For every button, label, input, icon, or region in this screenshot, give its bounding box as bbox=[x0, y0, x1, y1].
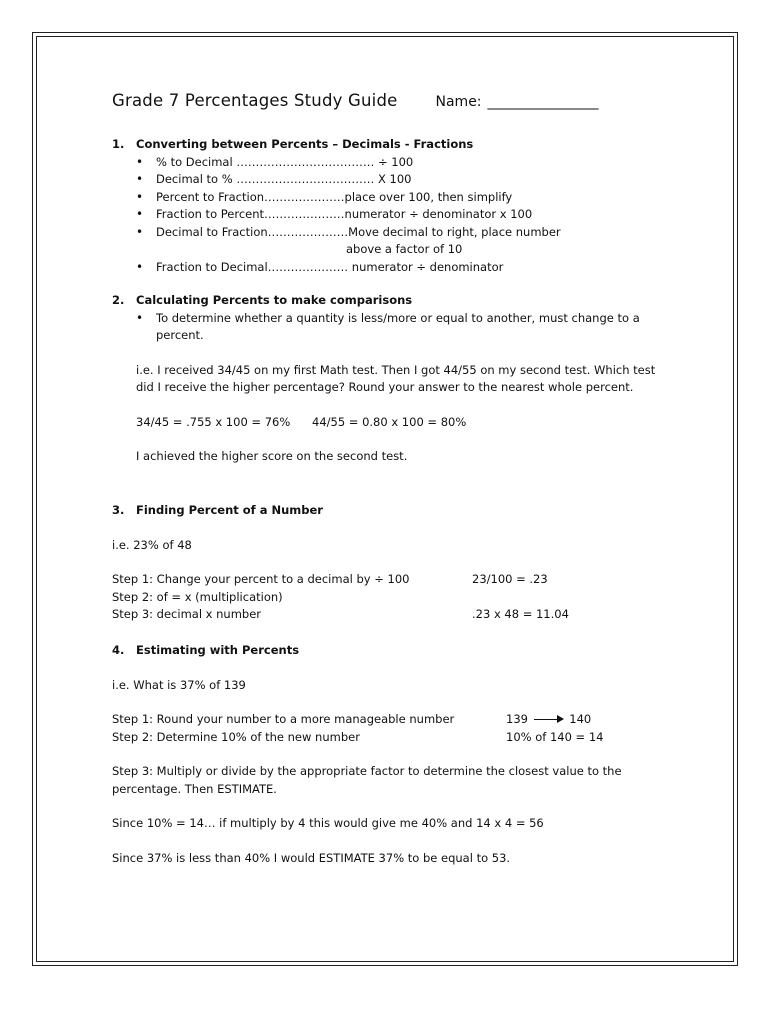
conversion-list-end bbox=[136, 259, 672, 277]
step-three-text: Step 3: Multiply or divide by the appropriate factor to determine the closest value to the percentage. Then ESTIMATE. bbox=[112, 764, 622, 796]
section-heading: 2. Calculating Percents to make comparisons bbox=[112, 293, 413, 307]
section-heading: 4. Estimating with Percents bbox=[112, 643, 300, 657]
step-result bbox=[472, 589, 672, 607]
comparison-list bbox=[136, 310, 672, 345]
section-heading: 3. Finding Percent of a Number bbox=[112, 503, 323, 517]
study-guide bbox=[112, 91, 672, 865]
steps bbox=[112, 711, 672, 746]
list-item: • % to Decimal ……………………………… ÷ 100 bbox=[136, 154, 672, 172]
step-label: Step 2: Determine 10% of the new number bbox=[112, 729, 360, 744]
step-label: Step 2: of = x (multiplication) bbox=[112, 589, 283, 604]
calculation-first-test: 34/45 = .755 x 100 = 76% bbox=[136, 414, 291, 429]
step-row bbox=[112, 589, 672, 607]
round-to: 140 bbox=[569, 712, 592, 726]
section-percent-of-number bbox=[112, 502, 672, 624]
calculation-row bbox=[136, 414, 672, 432]
step-row bbox=[112, 606, 672, 624]
calculation-second-test: 44/55 = 0.80 x 100 = 80% bbox=[312, 414, 467, 429]
page-title: Grade 7 Percentages Study Guide bbox=[112, 91, 398, 110]
name-blank: _________________ bbox=[487, 94, 599, 110]
list-item: • Decimal to % ……………………………… X 100 bbox=[136, 171, 672, 189]
example-text: i.e. I received 34/45 on my first Math test. Then I got 44/55 on my second test. Which test did I receive the higher percentage? Round your answer to the nearest whole percent. bbox=[136, 362, 656, 394]
list-item: • Fraction to Decimal………………… numerator ÷ denominator bbox=[136, 259, 672, 277]
name-label: Name: bbox=[435, 94, 482, 110]
title-row bbox=[112, 92, 672, 118]
list-item: • Decimal to Fraction…………………Move decimal to right, place number bbox=[136, 224, 672, 242]
section-heading: 1. Converting between Percents – Decimals - Fractions bbox=[112, 137, 474, 151]
example-text: i.e. What is 37% of 139 bbox=[112, 677, 246, 692]
step-result bbox=[506, 711, 672, 729]
step-result: .23 x 48 = 11.04 bbox=[472, 607, 569, 621]
list-item: • To determine whether a quantity is less/more or equal to another, must change to a percent. bbox=[136, 310, 672, 345]
list-item-continuation: above a factor of 10 bbox=[346, 242, 463, 256]
step-label: Step 1: Round your number to a more manageable number bbox=[112, 712, 455, 726]
since-text-2: Since 37% is less than 40% I would ESTIMATE 37% to be equal to 53. bbox=[112, 850, 511, 865]
step-result: 10% of 140 = 14 bbox=[506, 729, 604, 744]
list-item: • Fraction to Percent…………………numerator ÷ denominator x 100 bbox=[136, 206, 672, 224]
section-comparisons bbox=[112, 292, 672, 466]
step-result: 23/100 = .23 bbox=[472, 572, 548, 586]
conclusion-text: I achieved the higher score on the second test. bbox=[136, 449, 408, 463]
round-from: 139 bbox=[506, 712, 528, 726]
section-estimating bbox=[112, 642, 672, 867]
section-converting bbox=[112, 136, 672, 276]
steps bbox=[112, 571, 672, 624]
example-text: i.e. 23% of 48 bbox=[112, 537, 192, 552]
list-item: • Percent to Fraction…………………place over 100, then simplify bbox=[136, 189, 672, 207]
step-label: Step 1: Change your percent to a decimal by ÷ 100 bbox=[112, 572, 410, 586]
step-row bbox=[112, 729, 672, 747]
arrow-right-icon bbox=[534, 715, 564, 725]
step-row bbox=[112, 571, 672, 589]
conversion-list bbox=[136, 154, 672, 242]
step-row bbox=[112, 711, 672, 729]
since-text-1: Since 10% = 14… if multiply by 4 this would give me 40% and 14 x 4 = 56 bbox=[112, 816, 544, 830]
step-label: Step 3: decimal x number bbox=[112, 607, 262, 621]
